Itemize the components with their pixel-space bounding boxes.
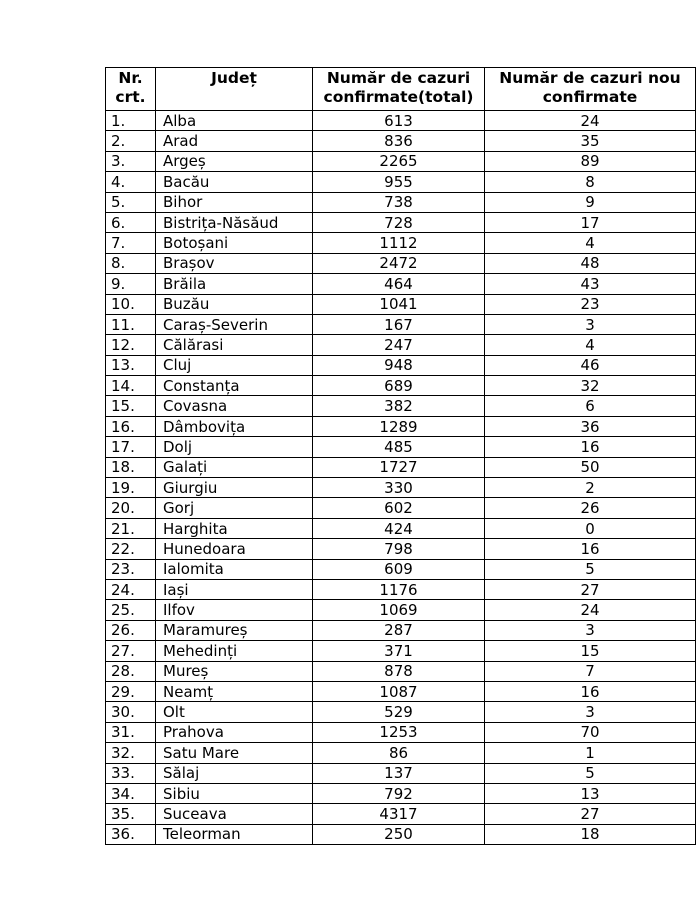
new-cases-cell: 48 (485, 253, 696, 273)
table-row (106, 233, 696, 253)
total-cases-cell: 798 (313, 539, 485, 559)
total-cases-cell: 247 (313, 335, 485, 355)
new-cases-cell: 7 (485, 661, 696, 681)
table-row (106, 151, 696, 171)
county-name-cell: Constanța (156, 376, 313, 396)
table-row (106, 559, 696, 579)
row-number-cell: 24. (106, 579, 156, 599)
county-name-cell: Harghita (156, 518, 313, 538)
new-cases-cell: 27 (485, 804, 696, 824)
county-name-cell: Brașov (156, 253, 313, 273)
row-number-cell: 8. (106, 253, 156, 273)
table-row (106, 314, 696, 334)
table-row (106, 518, 696, 538)
total-cases-cell: 382 (313, 396, 485, 416)
new-cases-cell: 13 (485, 783, 696, 803)
new-cases-cell: 16 (485, 437, 696, 457)
table-row (106, 763, 696, 783)
new-cases-cell: 1 (485, 743, 696, 763)
county-name-cell: Mehedinți (156, 641, 313, 661)
table-body (106, 111, 696, 845)
table-row (106, 783, 696, 803)
county-name-cell: Alba (156, 111, 313, 131)
total-cases-cell: 4317 (313, 804, 485, 824)
row-number-cell: 22. (106, 539, 156, 559)
new-cases-cell: 0 (485, 518, 696, 538)
county-name-cell: Galați (156, 457, 313, 477)
header-nr-crt (106, 68, 156, 111)
total-cases-cell: 485 (313, 437, 485, 457)
table-row (106, 804, 696, 824)
row-number-cell: 29. (106, 681, 156, 701)
new-cases-cell: 3 (485, 620, 696, 640)
row-number-cell: 27. (106, 641, 156, 661)
table-row (106, 396, 696, 416)
header-nr-line1: Nr. (118, 69, 143, 87)
county-name-cell: Suceava (156, 804, 313, 824)
new-cases-cell: 24 (485, 600, 696, 620)
new-cases-cell: 32 (485, 376, 696, 396)
table-row (106, 274, 696, 294)
new-cases-cell: 24 (485, 111, 696, 131)
county-name-cell: Satu Mare (156, 743, 313, 763)
row-number-cell: 35. (106, 804, 156, 824)
header-total-cases (313, 68, 485, 111)
county-name-cell: Ialomita (156, 559, 313, 579)
total-cases-cell: 1289 (313, 416, 485, 436)
new-cases-cell: 5 (485, 559, 696, 579)
county-name-cell: Neamț (156, 681, 313, 701)
table-row (106, 661, 696, 681)
table-row (106, 355, 696, 375)
total-cases-cell: 424 (313, 518, 485, 538)
new-cases-cell: 3 (485, 702, 696, 722)
total-cases-cell: 371 (313, 641, 485, 661)
row-number-cell: 14. (106, 376, 156, 396)
row-number-cell: 25. (106, 600, 156, 620)
row-number-cell: 3. (106, 151, 156, 171)
new-cases-cell: 8 (485, 172, 696, 192)
table-row (106, 253, 696, 273)
county-name-cell: Buzău (156, 294, 313, 314)
row-number-cell: 15. (106, 396, 156, 416)
row-number-cell: 2. (106, 131, 156, 151)
new-cases-cell: 9 (485, 192, 696, 212)
county-name-cell: Arad (156, 131, 313, 151)
total-cases-cell: 464 (313, 274, 485, 294)
county-name-cell: Olt (156, 702, 313, 722)
table-row (106, 620, 696, 640)
county-name-cell: Maramureș (156, 620, 313, 640)
new-cases-cell: 4 (485, 335, 696, 355)
total-cases-cell: 955 (313, 172, 485, 192)
county-name-cell: Bistrița-Năsăud (156, 212, 313, 232)
row-number-cell: 18. (106, 457, 156, 477)
county-name-cell: Iași (156, 579, 313, 599)
total-cases-cell: 836 (313, 131, 485, 151)
table-row (106, 212, 696, 232)
county-name-cell: Călărasi (156, 335, 313, 355)
row-number-cell: 21. (106, 518, 156, 538)
row-number-cell: 28. (106, 661, 156, 681)
row-number-cell: 32. (106, 743, 156, 763)
total-cases-cell: 602 (313, 498, 485, 518)
row-number-cell: 12. (106, 335, 156, 355)
new-cases-cell: 2 (485, 478, 696, 498)
county-name-cell: Brăila (156, 274, 313, 294)
table-row (106, 131, 696, 151)
new-cases-cell: 36 (485, 416, 696, 436)
row-number-cell: 20. (106, 498, 156, 518)
header-total-line2: confirmate(total) (323, 88, 474, 106)
row-number-cell: 10. (106, 294, 156, 314)
row-number-cell: 5. (106, 192, 156, 212)
total-cases-cell: 167 (313, 314, 485, 334)
county-name-cell: Botoșani (156, 233, 313, 253)
row-number-cell: 17. (106, 437, 156, 457)
header-nr-line2: crt. (115, 88, 146, 106)
new-cases-cell: 26 (485, 498, 696, 518)
table-row (106, 192, 696, 212)
table-header (106, 68, 696, 111)
row-number-cell: 33. (106, 763, 156, 783)
county-name-cell: Covasna (156, 396, 313, 416)
new-cases-cell: 43 (485, 274, 696, 294)
total-cases-cell: 1253 (313, 722, 485, 742)
table-row (106, 600, 696, 620)
total-cases-cell: 250 (313, 824, 485, 844)
table-row (106, 437, 696, 457)
row-number-cell: 23. (106, 559, 156, 579)
total-cases-cell: 689 (313, 376, 485, 396)
table-row (106, 722, 696, 742)
county-name-cell: Ilfov (156, 600, 313, 620)
total-cases-cell: 1176 (313, 579, 485, 599)
total-cases-cell: 529 (313, 702, 485, 722)
new-cases-cell: 15 (485, 641, 696, 661)
table-row (106, 172, 696, 192)
table-row (106, 579, 696, 599)
county-name-cell: Dolj (156, 437, 313, 457)
table-row (106, 294, 696, 314)
table-row (106, 824, 696, 844)
county-name-cell: Prahova (156, 722, 313, 742)
row-number-cell: 26. (106, 620, 156, 640)
county-name-cell: Sibiu (156, 783, 313, 803)
table-row (106, 111, 696, 131)
header-row (106, 68, 696, 111)
row-number-cell: 1. (106, 111, 156, 131)
row-number-cell: 36. (106, 824, 156, 844)
total-cases-cell: 86 (313, 743, 485, 763)
total-cases-cell: 1112 (313, 233, 485, 253)
row-number-cell: 13. (106, 355, 156, 375)
row-number-cell: 31. (106, 722, 156, 742)
total-cases-cell: 1041 (313, 294, 485, 314)
total-cases-cell: 1069 (313, 600, 485, 620)
county-name-cell: Mureș (156, 661, 313, 681)
row-number-cell: 34. (106, 783, 156, 803)
new-cases-cell: 6 (485, 396, 696, 416)
row-number-cell: 30. (106, 702, 156, 722)
table-row (106, 335, 696, 355)
new-cases-cell: 46 (485, 355, 696, 375)
total-cases-cell: 613 (313, 111, 485, 131)
new-cases-cell: 35 (485, 131, 696, 151)
table-row (106, 478, 696, 498)
total-cases-cell: 1727 (313, 457, 485, 477)
total-cases-cell: 878 (313, 661, 485, 681)
table-row (106, 681, 696, 701)
county-name-cell: Teleorman (156, 824, 313, 844)
table-row (106, 416, 696, 436)
new-cases-cell: 23 (485, 294, 696, 314)
total-cases-cell: 287 (313, 620, 485, 640)
total-cases-cell: 2472 (313, 253, 485, 273)
county-name-cell: Argeș (156, 151, 313, 171)
total-cases-cell: 330 (313, 478, 485, 498)
total-cases-cell: 137 (313, 763, 485, 783)
header-new-line1: Număr de cazuri nou (499, 69, 681, 87)
county-name-cell: Gorj (156, 498, 313, 518)
row-number-cell: 11. (106, 314, 156, 334)
total-cases-cell: 728 (313, 212, 485, 232)
county-name-cell: Giurgiu (156, 478, 313, 498)
new-cases-cell: 50 (485, 457, 696, 477)
table-row (106, 702, 696, 722)
total-cases-cell: 738 (313, 192, 485, 212)
new-cases-cell: 27 (485, 579, 696, 599)
table-row (106, 498, 696, 518)
row-number-cell: 6. (106, 212, 156, 232)
total-cases-cell: 948 (313, 355, 485, 375)
new-cases-cell: 17 (485, 212, 696, 232)
total-cases-cell: 1087 (313, 681, 485, 701)
total-cases-cell: 609 (313, 559, 485, 579)
new-cases-cell: 16 (485, 539, 696, 559)
new-cases-cell: 4 (485, 233, 696, 253)
new-cases-cell: 3 (485, 314, 696, 334)
table-row (106, 457, 696, 477)
row-number-cell: 4. (106, 172, 156, 192)
county-name-cell: Cluj (156, 355, 313, 375)
row-number-cell: 7. (106, 233, 156, 253)
county-name-cell: Caraș-Severin (156, 314, 313, 334)
county-name-cell: Dâmbovița (156, 416, 313, 436)
header-total-line1: Număr de cazuri (326, 69, 471, 87)
row-number-cell: 19. (106, 478, 156, 498)
table-row (106, 641, 696, 661)
covid-cases-table (105, 67, 696, 845)
county-name-cell: Hunedoara (156, 539, 313, 559)
new-cases-cell: 70 (485, 722, 696, 742)
total-cases-cell: 792 (313, 783, 485, 803)
new-cases-cell: 16 (485, 681, 696, 701)
header-county (156, 68, 313, 111)
header-county-label: Județ (211, 69, 257, 87)
header-new-cases (485, 68, 696, 111)
new-cases-cell: 5 (485, 763, 696, 783)
total-cases-cell: 2265 (313, 151, 485, 171)
county-name-cell: Bihor (156, 192, 313, 212)
row-number-cell: 9. (106, 274, 156, 294)
header-new-line2: confirmate (542, 88, 638, 106)
row-number-cell: 16. (106, 416, 156, 436)
table-row (106, 376, 696, 396)
new-cases-cell: 89 (485, 151, 696, 171)
new-cases-cell: 18 (485, 824, 696, 844)
county-name-cell: Bacău (156, 172, 313, 192)
table-row (106, 539, 696, 559)
county-name-cell: Sălaj (156, 763, 313, 783)
table-row (106, 743, 696, 763)
